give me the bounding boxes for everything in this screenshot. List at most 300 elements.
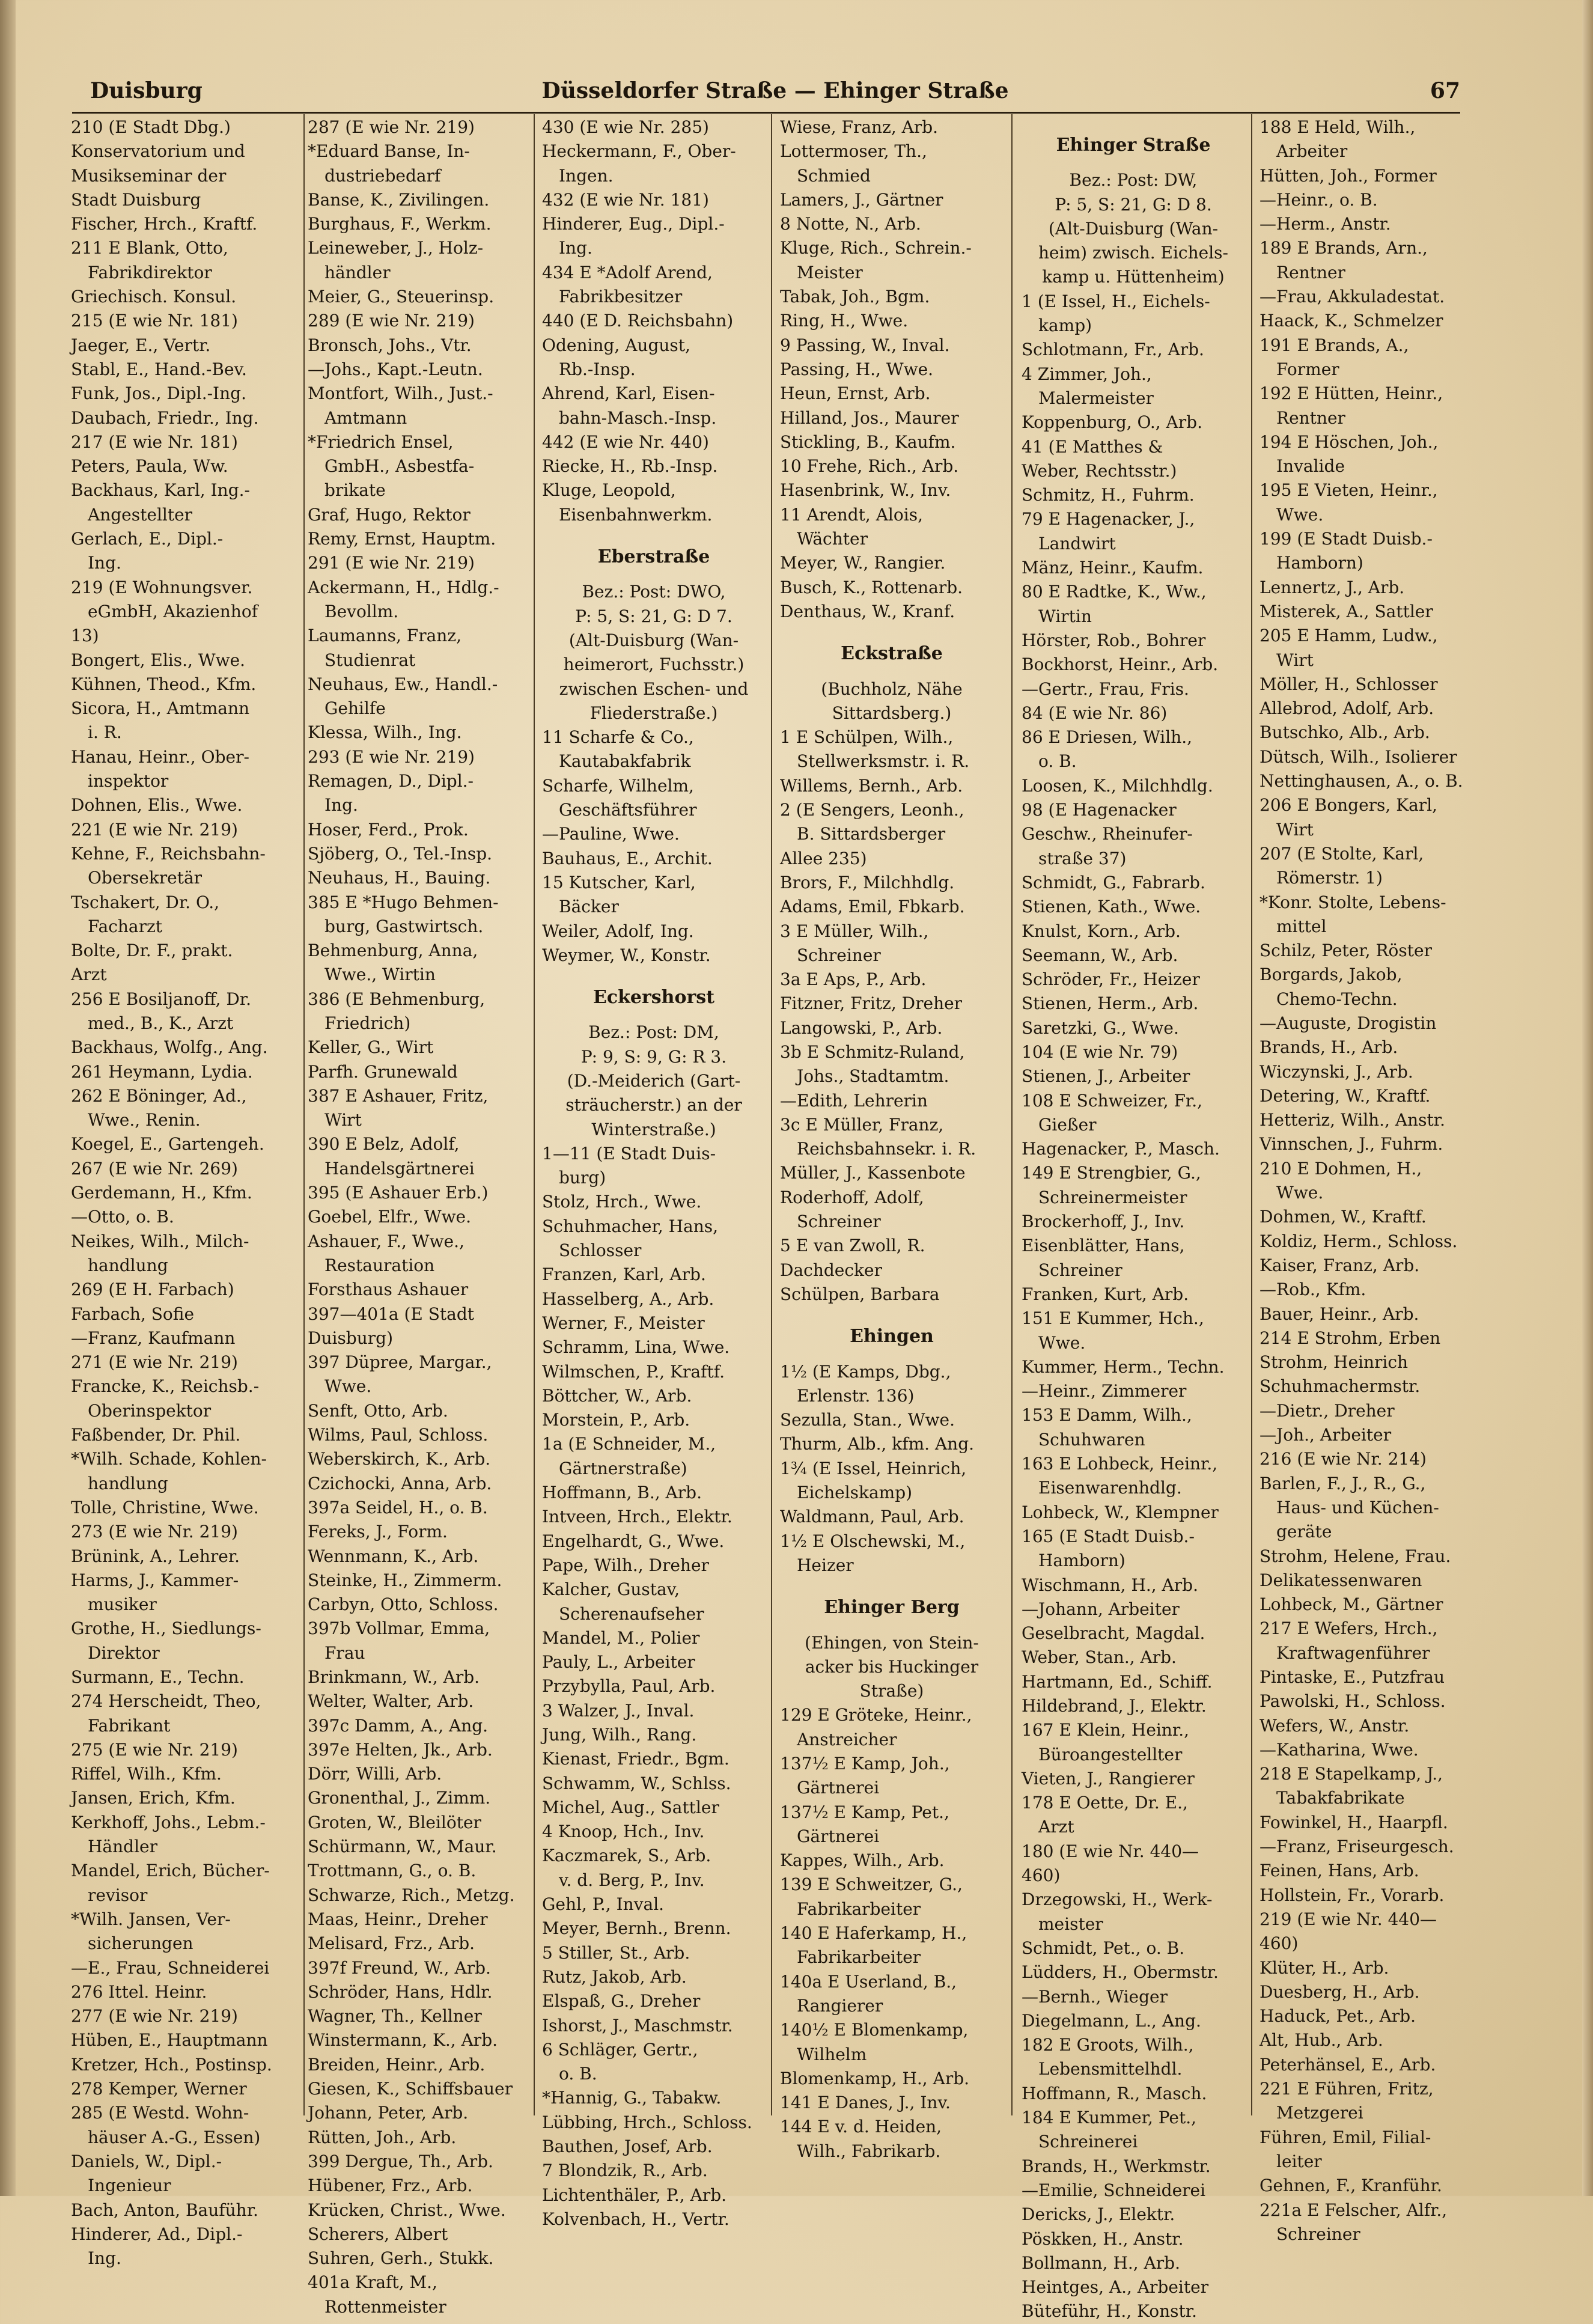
directory-entry: 387 E Ashauer, Fritz, [308,1085,489,1106]
directory-entry: 440 (E D. Reichsbahn) [542,311,734,331]
directory-entry: Weber, Stan., Arb. [1022,1647,1177,1668]
directory-entry: Kappes, Wilh., Arb. [780,1850,945,1871]
directory-entry: Schuhwaren [1038,1429,1145,1450]
directory-entry: Tschakert, Dr. O., [71,892,220,912]
directory-entry: Kraftwagenführer [1276,1642,1430,1663]
directory-entry: Remy, Ernst, Hauptm. [308,529,496,549]
directory-entry: —Johs., Kapt.-Leutn. [308,359,483,379]
directory-entry: —Emilie, Schneiderei [1022,2180,1206,2200]
directory-entry: 217 (E wie Nr. 181) [71,432,238,452]
directory-entry: Ashauer, F., Wwe., [308,1231,464,1251]
directory-entry: 261 Heymann, Lydia. [71,1061,253,1082]
directory-entry: 289 (E wie Nr. 219) [308,311,475,331]
directory-entry: 216 (E wie Nr. 214) [1259,1449,1427,1469]
directory-entry: Thurm, Alb., kfm. Ang. [780,1434,975,1454]
directory-entry: —Gertr., Frau, Fris. [1022,679,1189,699]
directory-entry: Graf, Hugo, Rektor [308,504,471,525]
page-edge-right [1582,0,1593,2196]
directory-entry: Krücken, Christ., Wwe. [308,2200,506,2220]
directory-entry: 149 E Strengbier, G., [1022,1163,1201,1183]
directory-entry: Wwe. [1276,1183,1324,1203]
directory-entry: Franken, Kurt, Arb. [1022,1284,1189,1304]
directory-entry: Schramm, Lina, Wwe. [542,1337,730,1358]
directory-entry: burg, Gastwirtsch. [324,916,484,936]
directory-entry: 274 Herscheidt, Theo, [71,1691,261,1712]
directory-entry: Eisenwarenhdlg. [1038,1478,1182,1498]
directory-entry: 3 E Müller, Wilh., [780,921,929,941]
directory-entry: Brünink, A., Lehrer. [71,1546,240,1566]
directory-entry: 218 E Stapelkamp, J., [1259,1764,1443,1784]
street-note: Winterstraße.) [591,1119,716,1139]
directory-entry: Wwe. [1276,504,1324,525]
directory-entry: revisor [88,1885,148,1905]
directory-entry: *Wilh. Schade, Kohlen- [71,1449,267,1469]
directory-entry: GmbH., Asbestfa- [324,456,475,477]
directory-entry: 189 E Brands, Arn., [1259,238,1428,258]
street-note: (Buchholz, Nähe [821,679,963,699]
directory-entry: Pauly, L., Arbeiter [542,1652,695,1673]
directory-entry: Mänz, Heinr., Kaufm. [1022,558,1204,578]
directory-entry: Lüdders, H., Obermstr. [1022,1962,1219,1983]
directory-column-2 [308,115,531,2317]
directory-entry: 6 Schläger, Gertr., [542,2039,698,2060]
directory-entry: Kretzer, Hch., Postinsp. [71,2054,272,2075]
directory-entry: Ing. [88,2248,121,2269]
directory-entry: Diegelmann, L., Ang. [1022,2010,1201,2031]
directory-entry: Lübbing, Hrch., Schloss. [542,2112,752,2132]
directory-entry: 1¾ (E Issel, Heinrich, [780,1458,967,1478]
directory-entry: Gärtnerstraße) [559,1458,687,1478]
directory-entry: Büteführ, H., Konstr. [1022,2301,1197,2322]
directory-entry: Bongert, Elis., Wwe. [71,650,246,670]
directory-entry: Rütten, Joh., Arb. [308,2127,457,2147]
street-note: (Ehingen, von Stein- [805,1632,979,1653]
directory-entry: Neuhaus, H., Bauing. [308,868,491,888]
directory-entry: 397a Seidel, H., o. B. [308,1497,488,1517]
directory-entry: Kehne, F., Reichsbahn- [71,843,266,864]
directory-entry: Meyer, W., Rangier. [780,553,946,573]
directory-entry: Passing, H., Wwe. [780,359,934,379]
street-note: Bez.: Post: DW, [1069,170,1198,191]
directory-entry: Weiler, Adolf, Ing. [542,921,694,941]
directory-entry: Meyer, Bernh., Brenn. [542,1918,731,1939]
directory-entry: 4 Zimmer, Joh., [1022,364,1152,384]
directory-entry: 3a E Aps, P., Arb. [780,969,927,990]
directory-entry: Melisard, Frz., Arb. [308,1933,475,1954]
directory-entry: —Johann, Arbeiter [1022,1599,1180,1619]
directory-entry: Restauration [324,1255,435,1275]
directory-entry: burg) [559,1168,606,1188]
directory-entry: Carbyn, Otto, Schloss. [308,1594,499,1615]
directory-entry: Kaiser, Franz, Arb. [1259,1255,1420,1275]
directory-entry: Musikseminar der [71,165,227,186]
directory-entry: Ahrend, Karl, Eisen- [542,383,715,404]
directory-entry: 9 Passing, W., Inval. [780,335,950,355]
directory-entry: kamp) [1038,316,1092,336]
street-note: zwischen Eschen- und [559,679,749,699]
directory-entry: Bronsch, Johs., Vtr. [308,335,472,355]
directory-entry: Strohm, Helene, Frau. [1259,1546,1451,1566]
directory-entry: Büroangestellter [1038,1744,1183,1764]
directory-entry: 1—11 (E Stadt Duis- [542,1143,716,1164]
directory-entry: —Bernh., Wieger [1022,1986,1168,2007]
directory-entry: Duesberg, H., Arb. [1259,1981,1420,2002]
directory-entry: 397e Helten, Jk., Arb. [308,1739,493,1760]
directory-entry: Schreiner [1038,1260,1122,1280]
directory-entry: handlung [88,1255,168,1275]
directory-entry: Delikatessenwaren [1259,1570,1422,1590]
directory-entry: Peterhänsel, E., Arb. [1259,2054,1436,2075]
directory-entry: Tabak, Joh., Bgm. [780,287,930,307]
directory-entry: Suhren, Gerh., Stukk. [308,2248,494,2269]
directory-entry: Gärtnerei [797,1826,880,1846]
directory-entry: Faßbender, Dr. Phil. [71,1425,241,1445]
directory-entry: Scherers, Albert [308,2224,448,2244]
directory-entry: leiter [1276,2151,1322,2171]
directory-entry: Rottenmeister [324,2296,446,2317]
directory-entry: Koegel, E., Gartengeh. [71,1134,264,1154]
directory-entry: Drzegowski, H., Werk- [1022,1889,1213,1910]
directory-entry: Schlotmann, Fr., Arb. [1022,340,1204,360]
directory-entry: Willems, Bernh., Arb. [780,775,963,796]
directory-entry: *Eduard Banse, In- [308,141,470,162]
directory-entry: med., B., K., Arzt [88,1013,234,1033]
street-note: Straße) [859,1681,924,1701]
directory-entry: geräte [1276,1522,1332,1542]
directory-entry: Scherenaufseher [559,1603,704,1624]
directory-entry: Schwarze, Rich., Metzg. [308,1885,515,1905]
directory-entry: dustriebedarf [324,165,441,186]
directory-entry: B. Sittardsberger [797,824,946,844]
directory-entry: Fabrikdirektor [88,262,212,282]
street-note: Bez.: Post: DM, [588,1022,719,1043]
directory-entry: 178 E Oette, Dr. E., [1022,1793,1188,1813]
directory-entry: Trottmann, G., o. B. [308,1861,477,1881]
directory-entry: Hörster, Rob., Bohrer [1022,630,1206,650]
directory-entry: —Franz, Friseurgesch. [1259,1837,1454,1857]
directory-entry: Breiden, Heinr., Arb. [308,2054,486,2075]
directory-entry: Dericks, J., Elektr. [1022,2204,1175,2225]
street-heading: Eckershorst [592,987,715,1008]
directory-entry: Hollstein, Fr., Vorarb. [1259,1885,1445,1905]
directory-entry: 278 Kemper, Werner [71,2079,247,2099]
directory-entry: Schuhmacher, Hans, [542,1216,719,1236]
directory-column-5 [1022,115,1245,2322]
directory-entry: 269 (E H. Farbach) [71,1279,234,1300]
directory-entry: Burghaus, F., Werkm. [308,214,492,234]
directory-entry: 167 E Klein, Heinr., [1022,1720,1190,1740]
directory-entry: Wirt [1276,650,1314,670]
street-heading: Eckstraße [841,643,943,665]
directory-entry: *Konr. Stolte, Lebens- [1259,892,1446,912]
column-rule [303,114,305,2115]
directory-entry: Wilms, Paul, Schloss. [308,1425,489,1445]
directory-entry: Kautabakfabrik [559,751,691,772]
directory-entry: 262 E Böninger, Ad., [71,1085,247,1106]
directory-entry: 188 E Held, Wilh., [1259,117,1416,137]
directory-entry: Landwirt [1038,533,1116,554]
directory-entry: Wischmann, H., Arb. [1022,1575,1198,1595]
directory-entry: Oberinspektor [88,1400,212,1421]
directory-entry: Friedrich) [324,1013,411,1033]
directory-entry: Chemo-Techn. [1276,989,1398,1009]
directory-entry: 432 (E wie Nr. 181) [542,189,709,210]
directory-entry: 184 E Kummer, Pet., [1022,2108,1197,2128]
directory-entry: Parfh. Grunewald [308,1061,458,1082]
directory-entry: Stabl, E., Hand.-Bev. [71,359,247,379]
directory-entry: Pöskken, H., Anstr. [1022,2228,1184,2249]
directory-entry: Borgards, Jakob, [1259,965,1403,985]
directory-entry: Gehl, P., Inval. [542,1894,665,1915]
directory-entry: Bäcker [559,897,619,917]
directory-entry: 182 E Groots, Wilh., [1022,2035,1194,2055]
directory-entry: Böttcher, W., Arb. [542,1385,692,1406]
directory-entry: Johs., Stadtamtm. [797,1066,949,1087]
directory-entry: Konservatorium und [71,141,245,162]
directory-entry: Gerlach, E., Dipl.- [71,529,224,549]
directory-entry: Francke, K., Reichsb.- [71,1376,260,1397]
directory-entry: Kalcher, Gustav, [542,1579,680,1600]
directory-entry: Stienen, J., Arbeiter [1022,1066,1190,1087]
directory-entry: Lohbeck, W., Klempner [1022,1502,1219,1522]
directory-entry: Mandel, M., Polier [542,1627,700,1648]
directory-entry: Adams, Emil, Fbkarb. [780,897,965,917]
directory-entry: 215 (E wie Nr. 181) [71,311,238,331]
directory-entry: Ishorst, J., Maschmstr. [542,2015,733,2036]
directory-entry: Kummer, Herm., Techn. [1022,1356,1225,1377]
directory-entry: —Heinr., Zimmerer [1022,1381,1187,1401]
directory-entry: Haduck, Pet., Arb. [1259,2006,1416,2027]
directory-entry: 199 (E Stadt Duisb.- [1259,529,1433,549]
directory-entry: Daniels, W., Dipl.- [71,2151,222,2171]
directory-entry: Kerkhoff, Johs., Lebm.- [71,1812,266,1832]
directory-entry: Engelhardt, G., Wwe. [542,1531,725,1551]
directory-entry: Hinderer, Ad., Dipl.- [71,2224,243,2244]
directory-entry: Schreiner [797,1212,881,1232]
directory-entry: Hinderer, Eug., Dipl.- [542,214,725,234]
directory-entry: Wilh., Fabrikarb. [797,2141,941,2161]
directory-entry: Koppenburg, O., Arb. [1022,412,1202,433]
street-note: P: 5, S: 21, G: D 7. [575,606,733,626]
directory-entry: 276 Ittel. Heinr. [71,1981,207,2002]
directory-entry: Neuhaus, Ew., Handl.- [308,674,498,694]
directory-entry: Klessa, Wilh., Ing. [308,722,462,743]
directory-entry: Hanau, Heinr., Ober- [71,746,249,767]
street-note: acker bis Huckinger [805,1656,979,1677]
directory-entry: 141 E Danes, J., Inv. [780,2093,951,2113]
directory-entry: Scharfe, Wilhelm, [542,775,694,796]
directory-entry: 275 (E wie Nr. 219) [71,1739,238,1760]
directory-entry: 397b Vollmar, Emma, [308,1618,490,1639]
directory-entry: Bauthen, Josef, Arb. [542,2136,713,2157]
directory-entry: Welter, Walter, Arb. [308,1691,474,1712]
directory-entry: Hildebrand, J., Elektr. [1022,1696,1207,1716]
directory-entry: 2 (E Sengers, Leonh., [780,800,964,820]
directory-entry: Gehilfe [324,698,386,719]
directory-entry: 221a E Felscher, Alfr., [1259,2200,1448,2220]
directory-entry: Bauhaus, E., Archit. [542,848,713,868]
directory-entry: 80 E Radtke, K., Ww., [1022,582,1207,602]
directory-entry: Fowinkel, H., Haarpfl. [1259,1812,1448,1832]
directory-entry: Grothe, H., Siedlungs- [71,1618,261,1639]
directory-entry: 210 (E Stadt Dbg.) [71,117,231,137]
directory-entry: Hagenacker, P., Masch. [1022,1139,1220,1159]
directory-column-1 [71,115,294,2269]
directory-entry: Dachdecker [780,1260,882,1280]
directory-entry: Ingen. [559,165,614,186]
directory-entry: 287 (E wie Nr. 219) [308,117,475,137]
directory-entry: Alt, Hub., Arb. [1259,2030,1383,2051]
directory-entry: 13) [71,626,99,646]
directory-entry: Bevollm. [324,601,399,621]
directory-entry: —Herm., Anstr. [1259,214,1391,234]
directory-entry: 180 (E wie Nr. 440— [1022,1841,1199,1861]
directory-entry: Lichtenthäler, P., Arb. [542,2185,727,2205]
directory-entry: Stienen, Kath., Wwe. [1022,897,1201,917]
directory-entry: Ing. [88,553,121,573]
street-heading: Eberstraße [597,546,710,568]
directory-entry: Czichocki, Anna, Arb. [308,1473,492,1493]
directory-entry: 206 E Bongers, Karl, [1259,795,1438,816]
directory-entry: Fischer, Hrch., Kraftf. [71,214,258,234]
directory-entry: Pape, Wilh., Dreher [542,1555,709,1575]
directory-entry: 195 E Vieten, Heinr., [1259,480,1438,501]
directory-entry: Brands, H., Arb. [1259,1037,1398,1058]
directory-entry: —Katharina, Wwe. [1259,1739,1419,1760]
directory-entry: Amtmann [324,407,407,428]
directory-entry: Brands, H., Werkmstr. [1022,2156,1211,2176]
directory-entry: Weber, Rechtsstr.) [1022,460,1177,481]
directory-entry: Kolvenbach, H., Vertr. [542,2209,729,2229]
directory-entry: Duisburg) [308,1328,393,1348]
directory-entry: 4 Knoop, Hch., Inv. [542,1822,705,1842]
directory-entry: Michel, Aug., Sattler [542,1797,719,1817]
directory-entry: o. B. [559,2064,597,2084]
directory-entry: Schilz, Peter, Röster [1259,941,1432,961]
directory-entry: 86 E Driesen, Wilh., [1022,727,1193,748]
directory-entry: Hasselberg, A., Arb. [542,1289,714,1309]
directory-entry: Jaeger, E., Vertr. [71,335,211,355]
directory-entry: Wiese, Franz, Arb. [780,117,939,137]
directory-entry: 386 (E Behmenburg, [308,989,486,1009]
directory-entry: 165 (E Stadt Duisb.- [1022,1526,1195,1546]
directory-entry: Koldiz, Herm., Schloss. [1259,1231,1458,1251]
directory-entry: Invalide [1276,456,1345,477]
city-heading: Duisburg [90,78,203,103]
directory-entry: Brockerhoff, J., Inv. [1022,1212,1185,1232]
directory-entry: Fabrikarbeiter [797,1947,921,1968]
directory-entry: 397f Freund, W., Arb. [308,1957,491,1978]
directory-entry: Jung, Wilh., Rang. [542,1725,697,1745]
directory-entry: Haus- und Küchen- [1276,1497,1439,1517]
directory-entry: Studienrat [324,650,416,670]
directory-entry: —Auguste, Drogistin [1259,1013,1437,1033]
directory-entry: inspektor [88,771,169,791]
directory-entry: Kluge, Rich., Schrein.- [780,238,972,258]
directory-entry: Mandel, Erich, Bücher- [71,1861,270,1881]
directory-entry: 460) [1022,1865,1061,1886]
directory-entry: Weberskirch, K., Arb. [308,1449,491,1469]
directory-entry: Malermeister [1038,388,1154,408]
directory-entry: 79 E Hagenacker, J., [1022,509,1195,529]
directory-entry: —Edith, Lehrerin [780,1090,928,1111]
directory-entry: Riecke, H., Rb.-Insp. [542,456,718,477]
directory-entry: Schröder, Fr., Heizer [1022,969,1200,990]
directory-entry: Intveen, Hrch., Elektr. [542,1507,733,1527]
directory-entry: Schülpen, Barbara [780,1284,940,1304]
directory-entry: Wirt [324,1110,362,1130]
street-note: sträucherstr.) an der [565,1095,742,1115]
street-note: P: 5, S: 21, G: D 8. [1055,194,1212,215]
column-rule [1011,114,1013,2115]
directory-entry: Hübener, Frz., Arb. [308,2176,473,2196]
directory-entry: Langowski, P., Arb. [780,1017,943,1038]
directory-entry: *Friedrich Ensel, [308,432,454,452]
street-note: kamp u. Hüttenheim) [1042,267,1225,287]
directory-entry: Eichelskamp) [797,1483,913,1503]
directory-entry: Rb.-Insp. [559,359,636,379]
directory-entry: Fabrikbesitzer [559,287,683,307]
directory-entry: Stadt Duisburg [71,189,201,210]
directory-entry: Wilmschen, P., Kraftf. [542,1361,725,1382]
directory-entry: Obersekretär [88,868,203,888]
directory-entry: 153 E Damm, Wilh., [1022,1405,1192,1426]
directory-entry: Hoffmann, R., Masch. [1022,2083,1207,2103]
directory-entry: Schuhmachermstr. [1259,1376,1421,1397]
directory-entry: Wwe. [324,1376,372,1397]
directory-entry: sicherungen [88,1933,193,1954]
directory-entry: 397 Düpree, Margar., [308,1352,492,1373]
directory-entry: 151 E Kummer, Hch., [1022,1308,1204,1329]
directory-entry: Geschäftsführer [559,800,697,820]
directory-entry: Rutz, Jakob, Arb. [542,1966,687,1987]
directory-entry: Loosen, K., Milchhdlg. [1022,775,1213,796]
directory-entry: Maas, Heinr., Dreher [308,1909,488,1929]
directory-entry: 137½ E Kamp, Pet., [780,1802,949,1822]
directory-entry: Hasenbrink, W., Inv. [780,480,951,501]
directory-entry: 285 (E Westd. Wohn- [71,2103,249,2123]
directory-entry: Anstreicher [797,1729,897,1749]
directory-entry: —Joh., Arbeiter [1259,1425,1392,1445]
directory-entry: Schreiner [1276,2224,1360,2244]
directory-entry: Remagen, D., Dipl.- [308,771,474,791]
header-rule [72,112,1460,114]
directory-entry: 397—401a (E Stadt [308,1304,475,1324]
directory-entry: 104 (E wie Nr. 79) [1022,1042,1178,1062]
street-heading: Ehinger Straße [1056,135,1211,156]
directory-entry: 1 E Schülpen, Wilh., [780,727,954,748]
directory-entry: Daubach, Friedr., Ing. [71,407,259,428]
directory-entry: Montfort, Wilh., Just.- [308,383,493,404]
directory-entry: Fereks, J., Form. [308,1522,448,1542]
directory-entry: 256 E Bosiljanoff, Dr. [71,989,252,1009]
directory-entry: 267 (E wie Nr. 269) [71,1158,238,1179]
directory-entry: 385 E *Hugo Behmen- [308,892,499,912]
directory-entry: Misterek, A., Sattler [1259,601,1433,621]
directory-entry: Odening, August, [542,335,690,355]
directory-entry: Giesen, K., Schiffsbauer [308,2079,513,2099]
street-heading: Ehinger Berg [824,1597,960,1618]
directory-entry: Fabrikant [88,1715,171,1736]
directory-entry: Saretzki, G., Wwe. [1022,1017,1179,1038]
directory-entry: 219 (E wie Nr. 440— [1259,1909,1437,1929]
directory-entry: Steinke, H., Zimmerm. [308,1570,502,1590]
directory-entry: 144 E v. d. Heiden, [780,2117,942,2137]
directory-entry: Bollmann, H., Arb. [1022,2252,1181,2273]
directory-entry: 10 Frehe, Rich., Arb. [780,456,959,477]
directory-entry: Gehnen, F., Kranführ. [1259,2176,1442,2196]
directory-entry: Forsthaus Ashauer [308,1279,469,1300]
